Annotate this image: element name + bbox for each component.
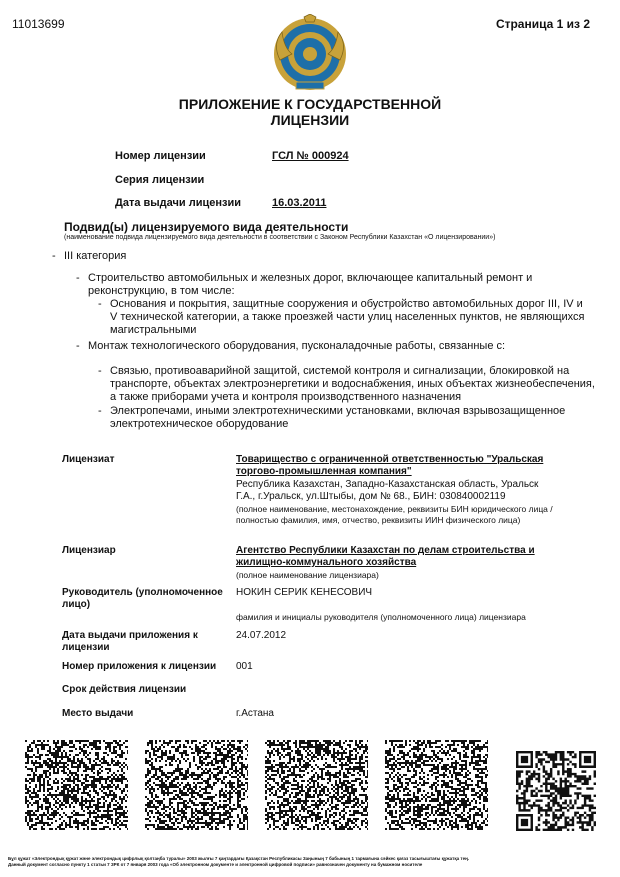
title-line-1: ПРИЛОЖЕНИЕ К ГОСУДАРСТВЕННОЙ xyxy=(178,96,442,112)
licensee-note: (полное наименование, местонахождение, реквизиты БИН юридического лица / полностью фамилия, имя, отчество, реквизиты ИИН физического лица) xyxy=(236,504,553,525)
list-item xyxy=(98,365,604,404)
bullet-dash: - xyxy=(98,365,102,377)
state-emblem-icon xyxy=(270,14,350,92)
footer-line-1: Бұл құжат «Электрондық құжат және электрондық цифрлық қолтаңба туралы» 2003 жылғы 7 қаңтардағы Қазақстан Республикасы Заңының 7 бабының 1 тармағына сәйкес қағаз тасығыштағы құжатқа тең. xyxy=(8,856,470,861)
footer-legal-text xyxy=(8,856,612,868)
app-date-value: 24.07.2012 xyxy=(236,630,287,641)
category-item xyxy=(52,250,127,263)
bullet-dash: - xyxy=(76,272,80,284)
bullet-dash: - xyxy=(52,250,56,262)
place-value: г.Астана xyxy=(236,708,274,719)
page-title xyxy=(100,96,520,128)
qr-code-image xyxy=(516,751,596,831)
barcode-image xyxy=(25,740,128,830)
list-item-text: Электропечами, иными электротехническими установками, включая взрывозащищенное электротехническое оборудование xyxy=(110,405,566,430)
page-indicator: Страница 1 из 2 xyxy=(495,17,590,31)
subtypes-note: (наименование подвида лицензируемого вида деятельности в соответствии с Законом Республики Казахстан «О лицензировании») xyxy=(64,234,496,241)
bullet-dash: - xyxy=(76,340,80,352)
license-series-label: Серия лицензии xyxy=(115,174,205,186)
license-number-label: Номер лицензии xyxy=(115,150,206,162)
license-number-value: ГСЛ № 000924 xyxy=(272,150,349,162)
license-date-value: 16.03.2011 xyxy=(272,197,327,209)
category-label: III категория xyxy=(64,250,127,262)
list-item-text: Связью, противоаварийной защитой, системой контроля и сигнализации, блокировкой на транспорте, объектах электроэнергетики и водоснабжения, иных объектах жизнеобеспечения, а также приборами учета и контроля производственного назначения xyxy=(110,365,595,403)
app-number-value: 001 xyxy=(236,661,253,672)
license-date-label: Дата выдачи лицензии xyxy=(115,197,241,209)
place-label: Место выдачи xyxy=(62,708,134,719)
validity-label: Срок действия лицензии xyxy=(62,684,187,695)
barcode-image xyxy=(145,740,248,830)
licensee-name: Товарищество с ограниченной ответственностью "Уральская торгово-промышленная компания" xyxy=(236,454,544,477)
licensor-label: Лицензиар xyxy=(62,545,116,556)
subtypes-title: Подвид(ы) лицензируемого вида деятельности xyxy=(64,220,349,234)
list-item xyxy=(98,298,592,337)
head-note: фамилия и инициалы руководителя (уполномоченного лица) лицензиара xyxy=(236,612,526,622)
app-number-label: Номер приложения к лицензии xyxy=(62,661,217,672)
licensee-address: Республика Казахстан, Западно-Казахстанская область, Уральск Г.А., г.Уральск, ул.Штыбы, дом № 68., БИН: 030840002119 xyxy=(236,479,539,502)
head-label: Руководитель (уполномоченное лицо) xyxy=(62,587,223,610)
list-item xyxy=(98,405,592,431)
licensor-name: Агентство Республики Казахстан по делам строительства и жилищно-коммунального хозяйства xyxy=(236,545,535,568)
licensee-label: Лицензиат xyxy=(62,454,115,465)
footer-line-2: Данный документ согласно пункту 1 статьи 7 ЗРК от 7 января 2003 года «Об электронном документе и электронной цифровой подписи» равнозначен документу на бумажном носителе xyxy=(8,862,423,867)
list-item-text: Основания и покрытия, защитные сооружения и обустройство автомобильных дорог III, IV и V технической категории, а также проезжей части улиц населенных пунктов, не являющихся магистральными xyxy=(110,298,585,336)
bullet-dash: - xyxy=(98,298,102,310)
list-item-text: Монтаж технологического оборудования, пусконаладочные работы, связанные с: xyxy=(88,340,506,352)
list-item xyxy=(76,272,578,298)
list-item xyxy=(76,340,578,353)
barcode-image xyxy=(385,740,488,830)
list-item-text: Строительство автомобильных и железных дорог, включающее капитальный ремонт и реконструкцию, в том числе: xyxy=(88,272,533,297)
licensor-note: (полное наименование лицензиара) xyxy=(236,570,379,580)
bullet-dash: - xyxy=(98,405,102,417)
head-value: НОКИН СЕРИК КЕНЕСОВИЧ xyxy=(236,587,373,598)
title-line-2: ЛИЦЕНЗИИ xyxy=(270,112,350,128)
barcode-image xyxy=(265,740,368,830)
document-number: 11013699 xyxy=(12,17,65,31)
app-date-label: Дата выдачи приложения к лицензии xyxy=(62,630,198,653)
